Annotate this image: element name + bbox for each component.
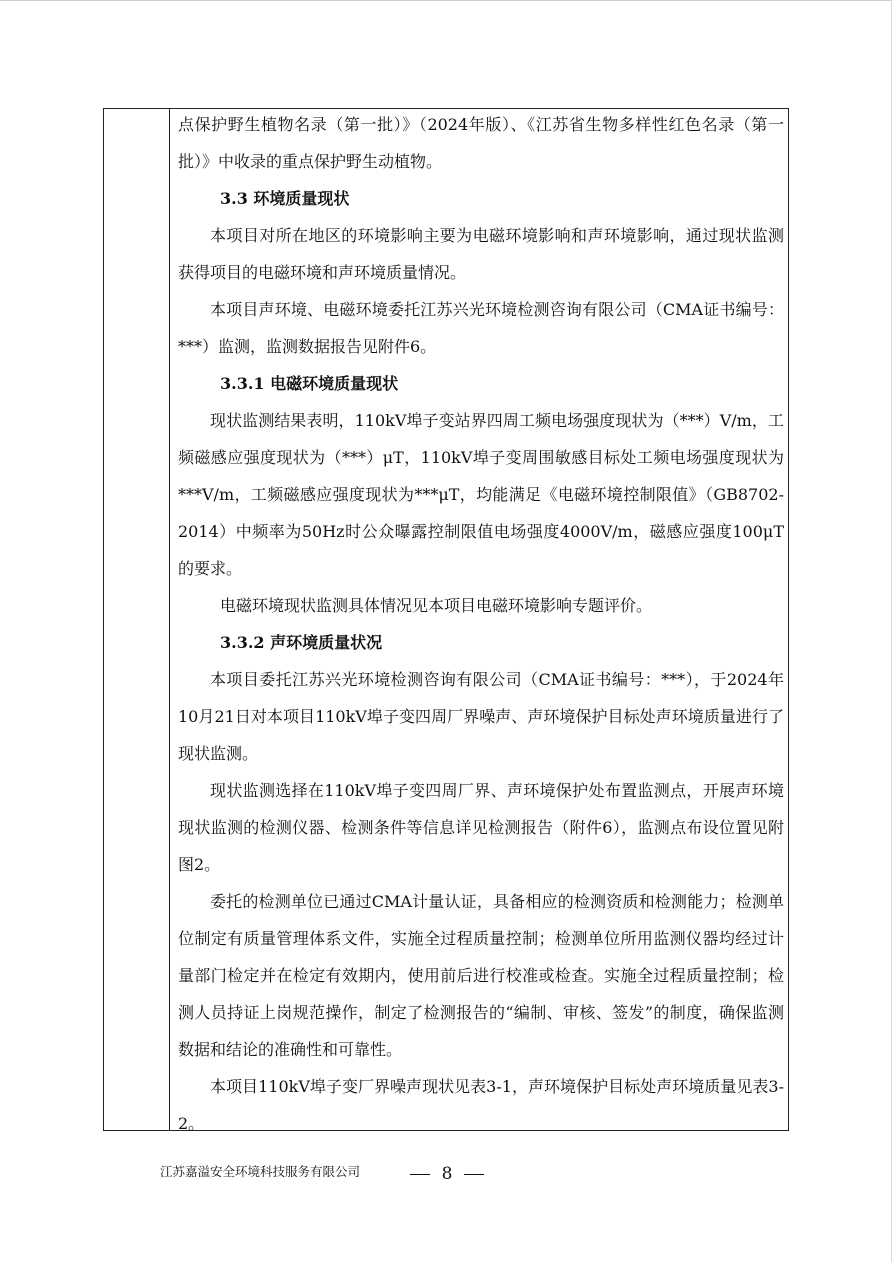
table-column-divider [169,108,170,1131]
section-heading-3-3: 3.3 环境质量现状 [220,189,350,208]
paragraph-continued: 点保护野生植物名录（第一批）》（2024年版）、《江苏省生物多样性红色名录（第一批）》中收录的重点保护野生动植物。 [178,115,784,171]
paragraph-2: 本项目声环境、电磁环境委托江苏兴光环境检测咨询有限公司（CMA证书编号：***）监测，监测数据报告见附件6。 [178,300,784,356]
page-number: 8 [441,1164,453,1184]
footer-company: 江苏嘉溢安全环境科技服务有限公司 [160,1164,361,1179]
paragraph-3: 现状监测结果表明，110kV埠子变站界四周工频电场强度现状为（***）V/m，工频磁感应强度现状为（***）μT，110kV埠子变周围敏感目标处工频电场强度现状为***V/m，工频磁感应强度现状为***μT，均能满足《电磁环境控制限值》（GB8702-2014）中频率为50Hz时公众曝露控制限值电场强度4000V/m，磁感应强度100μT的要求。 [178,411,784,578]
page-dash-left [410,1174,430,1175]
paragraph-7: 委托的检测单位已通过CMA计量认证，具备相应的检测资质和检测能力；检测单位制定有质量管理体系文件，实施全过程质量控制；检测单位所用监测仪器均经过计量部门检定并在检定有效期内，使用前后进行校准或检查。实施全过程质量控制；检测人员持证上岗规范操作，制定了检测报告的“编制、审核、签发”的制度，确保监测数据和结论的准确性和可靠性。 [178,892,784,1059]
section-heading-3-3-2: 3.3.2 声环境质量状况 [220,633,383,652]
footer-page-number [405,1164,489,1184]
paragraph-8: 本项目110kV埠子变厂界噪声现状见表3-1，声环境保护目标处声环境质量见表3-2。 [178,1077,784,1133]
section-heading-3-3-1: 3.3.1 电磁环境质量现状 [220,374,399,393]
paragraph-6: 现状监测选择在110kV埠子变四周厂界、声环境保护处布置监测点，开展声环境现状监测的检测仪器、检测条件等信息详见检测报告（附件6），监测点布设位置见附图2。 [178,781,784,874]
paragraph-5: 本项目委托江苏兴光环境检测咨询有限公司（CMA证书编号：***），于2024年10月21日对本项目110kV埠子变四周厂界噪声、声环境保护目标处声环境质量进行了现状监测。 [178,670,784,763]
page-edge-top [0,0,892,1]
content-cell [178,106,784,1142]
paragraph-4: 电磁环境现状监测具体情况见本项目电磁环境影响专题评价。 [220,596,653,615]
paragraph-1: 本项目对所在地区的环境影响主要为电磁环境影响和声环境影响，通过现状监测获得项目的电磁环境和声环境质量情况。 [178,226,784,282]
page-dash-right [464,1174,484,1175]
